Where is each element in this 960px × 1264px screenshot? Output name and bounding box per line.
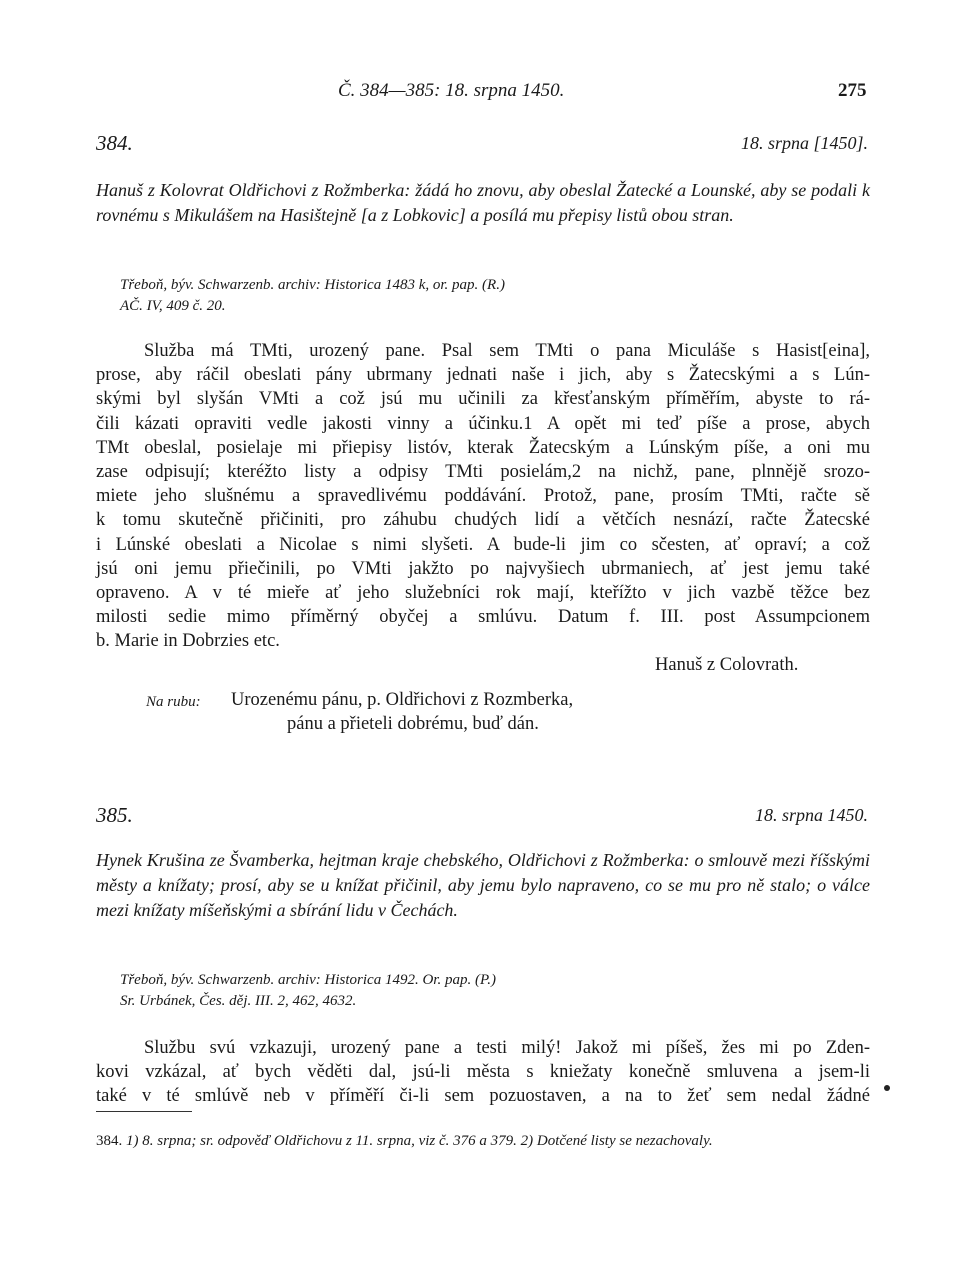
footnote-text: 1) 8. srpna; sr. odpověď Oldřichovu z 11. srpna, viz č. 376 a 379. 2) Dotčené listy se nezachovaly. — [126, 1133, 713, 1149]
text-line: čili kázati opraviti vedle jakosti vinny a účinku.1 A opět mi teď píše a prose, abych — [96, 413, 870, 434]
document-number-384: 384. — [96, 131, 133, 155]
text-line: TMt obeslal, posielaje mi přiepisy listóv, kterak Žatecským a Lúnským píše, a oni mu — [96, 437, 870, 458]
edition-note-384: AČ. IV, 409 č. 20. — [120, 298, 226, 314]
verso-address-line-2: pánu a přieteli dobrému, buď dán. — [287, 714, 539, 734]
source-note-385: Třeboň, býv. Schwarzenb. archiv: Historica 1492. Or. pap. (P.) — [120, 972, 496, 988]
text-line: Služba má TMti, urozený pane. Psal sem TMti o pana Miculáše s Hasist[eina], — [144, 341, 870, 361]
text-line: kovi vzkázal, ať bych věděti dal, jsú-li města s kniežaty konečně smluvena a jsem-li — [96, 1062, 870, 1083]
text-line: milosti sedie mimo příměrný obyčej a smlúvu. Datum f. III. post Assumpcionem — [96, 607, 870, 628]
document-date-385: 18. srpna 1450. — [754, 805, 868, 825]
text-line: b. Marie in Dobrzies etc. — [96, 631, 280, 652]
edition-note-385: Sr. Urbánek, Čes. děj. III. 2, 462, 4632. — [120, 993, 357, 1009]
source-note-384: Třeboň, býv. Schwarzenb. archiv: Historica 1483 k, or. pap. (R.) — [120, 277, 505, 293]
text-line: zase odpisují; kteréžto listy a odpisy TMti posielám,2 na nichž, pane, plnnějě srozo- — [96, 461, 870, 482]
text-line: miete jeho slušnému a spravedlivému poddávání. Protož, pane, prosím TMti, račte sě — [96, 486, 870, 507]
text-line: jsú oni jemu přiečinili, po VMti jakžto po najvyšiech ubrmaniech, ať jest jemu také — [96, 558, 870, 579]
text-line: také v té smlúvě neb v příměří či-li sem pozuostaven, a na to žeť sem nedal žádné — [96, 1086, 870, 1107]
document-summary-385: Hynek Krušina ze Švamberka, hejtman kraje chebského, Oldřichovi z Rožmberka: o smlouvě mezi říšskými městy a knížaty; prosí, aby se u knížat přičinil, aby jemu bylo napraveno, co se mu pro ně stalo; o válce mezi knížaty míšeňskými a sbírání lidu v Čechách. — [96, 850, 870, 920]
text-line: opraveno. A v té mieře ať jeho služebníci rok mají, kteřížto v jich vazbě těžce bez — [96, 582, 870, 603]
footnote-rule — [96, 1111, 192, 1112]
document-number-385: 385. — [96, 803, 133, 827]
text-line: skými byl slyšán VMti a což jsú mu učinili za křesťanským příměřím, abyste to rá- — [96, 389, 870, 410]
text-line: Službu svú vzkazuji, urozený pane a testi milý! Jakož mi píšeš, žes mi po Zden- — [144, 1038, 870, 1058]
text-line: k tomu skutečně přičiniti, pro záhubu chudých lidí a větčích nesnází, račte Žatecské — [96, 510, 870, 531]
verso-address-line-1: Urozenému pánu, p. Oldřichovi z Rozmberka, — [231, 690, 574, 710]
signature: Hanuš z Colovrath. — [655, 655, 799, 675]
text-line: prose, aby ráčil obeslati pány ubrmany jednati naše i jich, aby s Žatecskými a s Lún- — [96, 365, 870, 386]
footnote-ref: 384. — [96, 1133, 123, 1149]
document-body-384 — [96, 339, 870, 653]
document-summary-384: Hanuš z Kolovrat Oldřichovi z Rožmberka: žádá ho znovu, aby obeslal Žatecké a Lounské, aby se podali k rovnému s Mikulášem na Hasištejně [a z Lobkovic] a posílá mu přepisy listů obou stran. — [96, 180, 870, 225]
verso-label: Na rubu: — [146, 694, 201, 710]
page-number: 275 — [838, 80, 867, 101]
document-date-384: 18. srpna [1450]. — [740, 133, 868, 153]
footnotes — [96, 1131, 870, 1152]
text-line: i Lúnské obeslati a Nicolae s nimi slyšeti. A bude-li jim co sčesten, ať opraví; a což — [96, 534, 870, 555]
margin-dot — [884, 1085, 890, 1091]
running-title: Č. 384—385: 18. srpna 1450. — [338, 80, 565, 101]
document-body-385 — [96, 1036, 870, 1109]
